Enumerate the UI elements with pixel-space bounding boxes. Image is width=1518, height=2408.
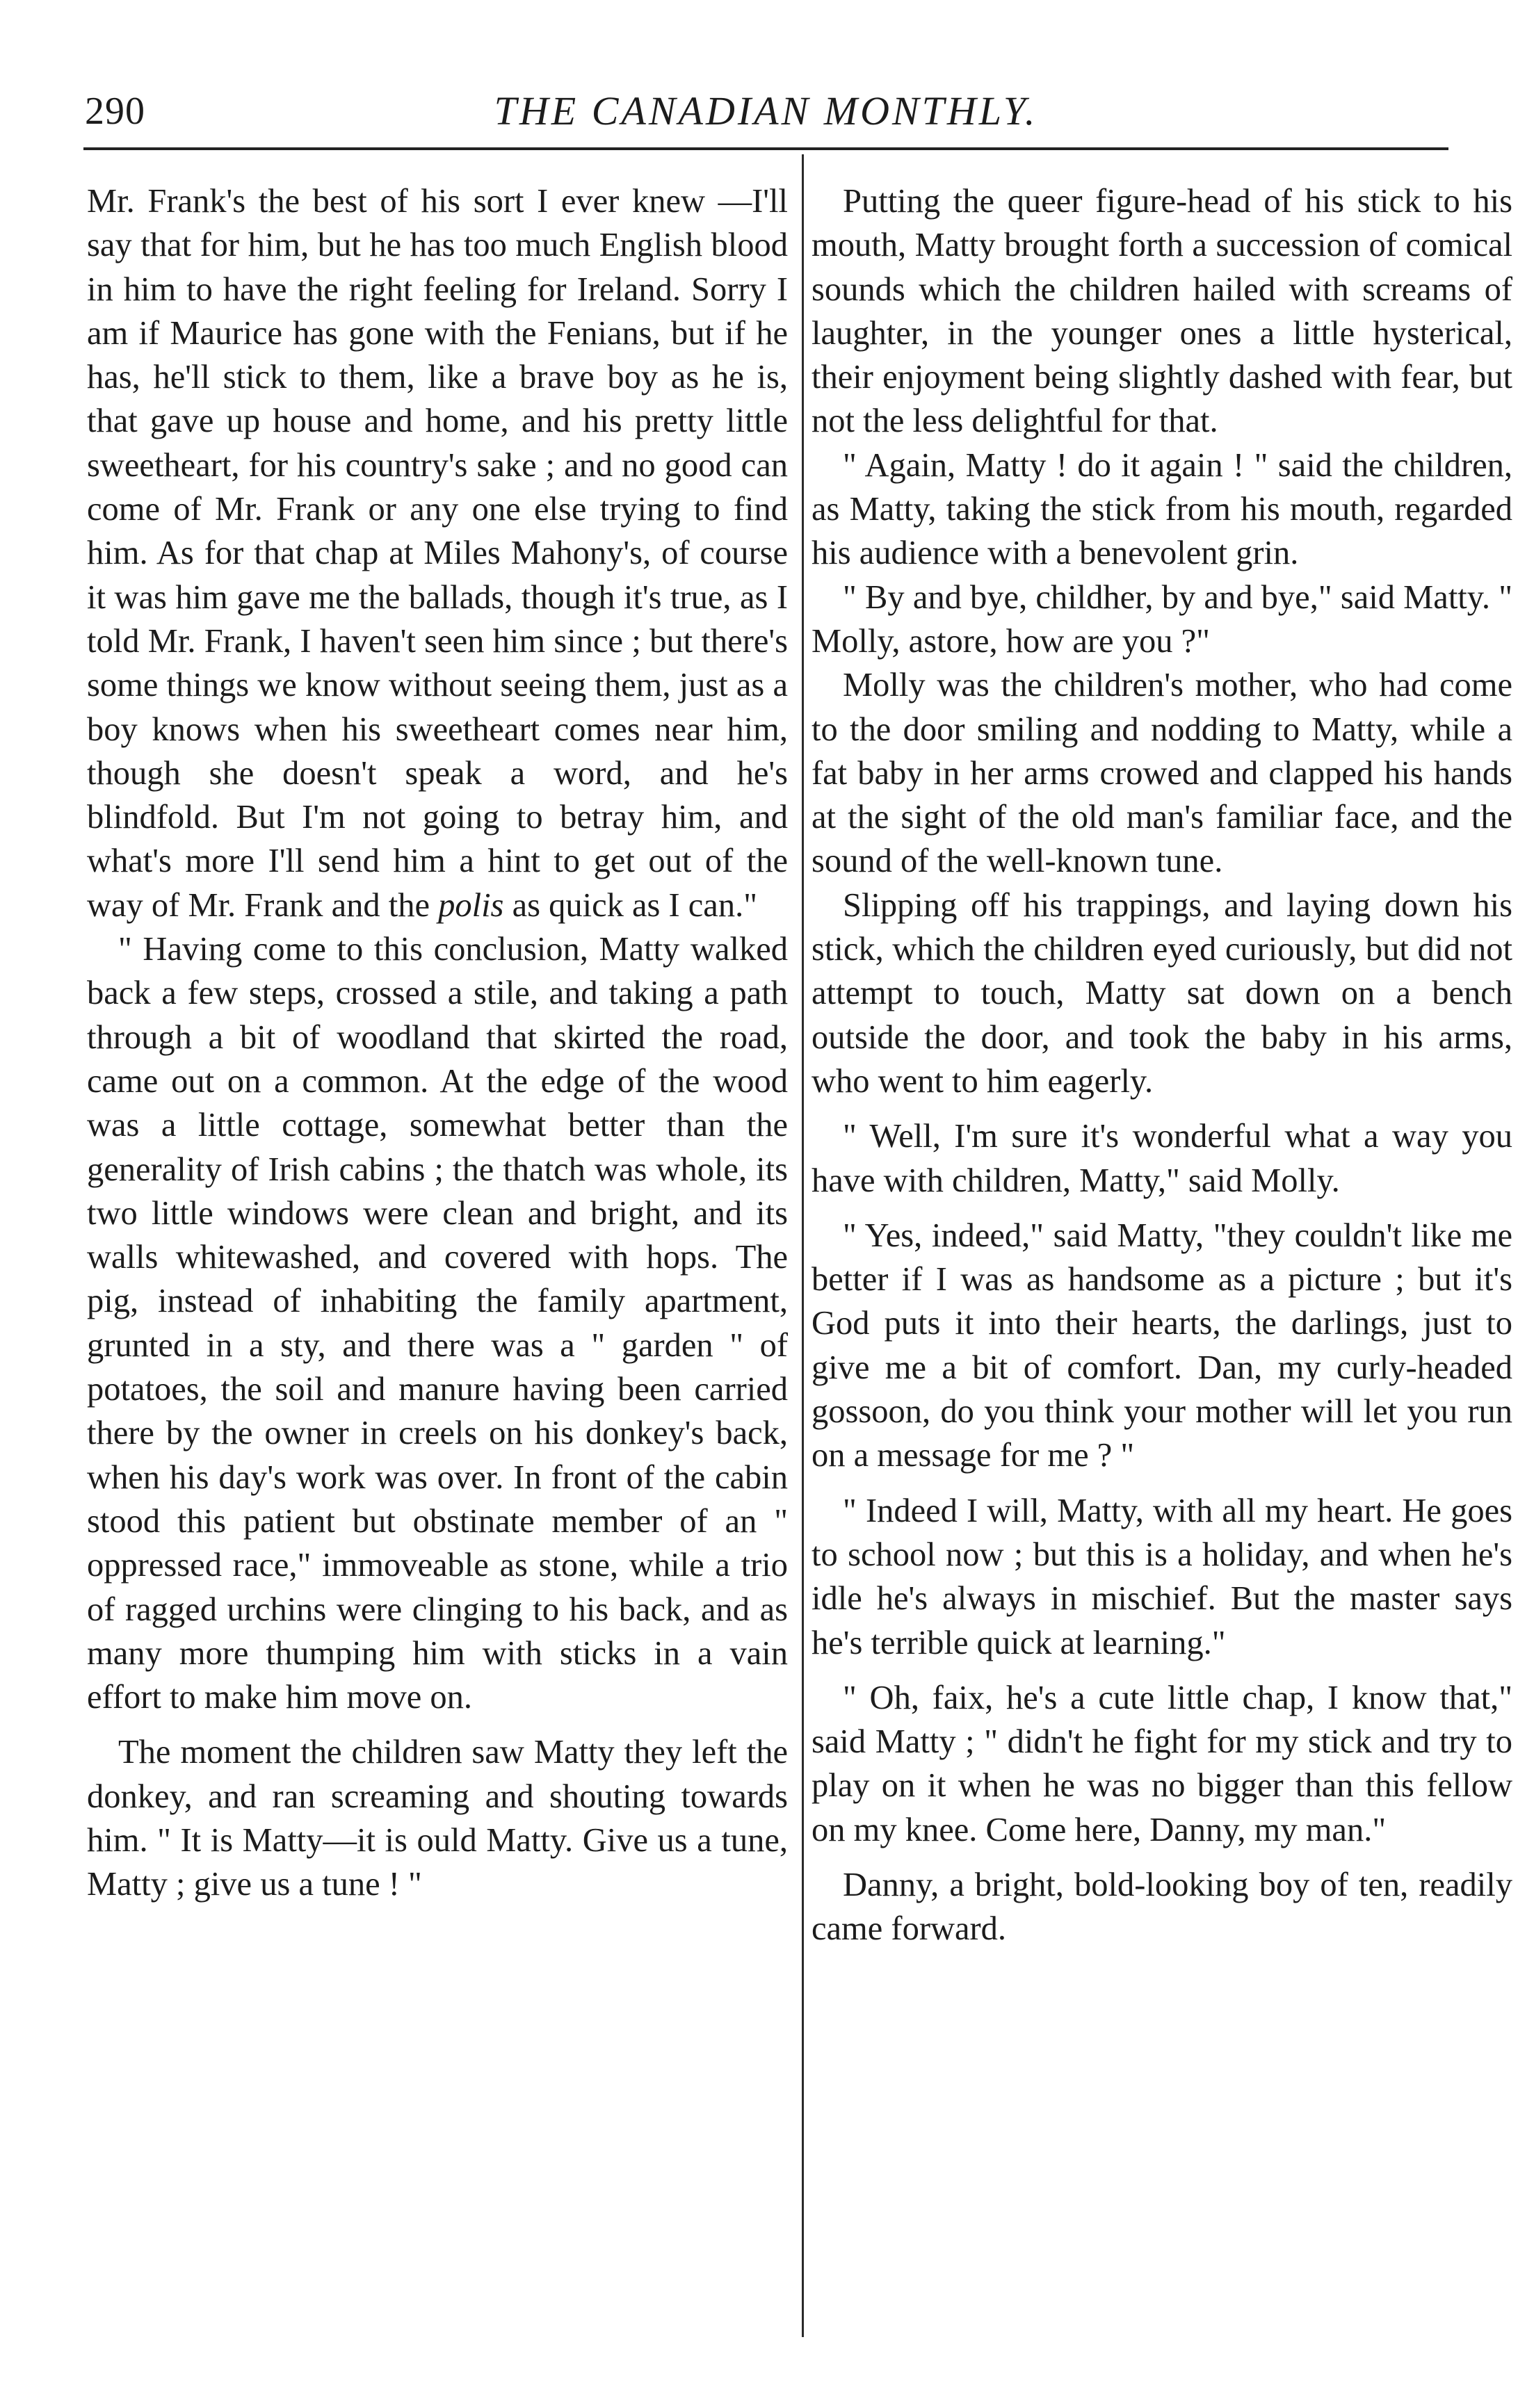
paragraph: " Again, Matty ! do it again ! " said the children, as Matty, taking the stick from his mouth, regarded his audience with a benevolent grin. — [812, 446, 1512, 572]
italic-word: polis — [438, 886, 504, 924]
left-column — [87, 179, 788, 1907]
right-column — [812, 179, 1512, 1951]
paragraph-text: Mr. Frank's the best of his sort I ever knew —I'll say that for him, but he has too much English blood in him to have the right feeling for Ireland. Sorry I am if Maurice has gone with the Fenians, but if he has, he'll stick to them, like a brave boy as he is, that gave up house and home, and his pretty little sweetheart, for his country's sake ; and no good can come of Mr. Frank or any one else trying to find him. As for that chap at Miles Mahony's, of course it was him gave me the ballads, though it's true, as I told Mr. Frank, I haven't seen him since ; but there's some things we know without seeing them, just as a boy knows when his sweetheart comes near him, though she doesn't speak a word, and he's blindfold. But I'm not going to betray him, and what's more I'll send him a hint to get out of the way of Mr. Frank and the — [87, 183, 788, 924]
running-header — [83, 76, 1448, 146]
header-rule — [83, 147, 1448, 150]
paragraph: Slipping off his trappings, and laying down his stick, which the children eyed curiously, but did not attempt to touch, Matty sat down on a bench outside the door, and took the baby in his arms, who went to him eagerly. — [812, 886, 1512, 1100]
paragraph: " Indeed I will, Matty, with all my heart. He goes to school now ; but this is a holiday, and when he's idle he's always in mischief. But the master says he's terrible quick at learning." — [812, 1492, 1512, 1661]
paragraph: " By and bye, childher, by and bye," said Matty. " Molly, astore, how are you ?" — [812, 578, 1512, 660]
paragraph: Danny, a bright, bold-looking boy of ten, readily came forward. — [812, 1866, 1512, 1948]
journal-title: THE CANADIAN MONTHLY. — [494, 88, 1038, 133]
paragraph: " Oh, faix, he's a cute little chap, I know that," said Matty ; " didn't he fight for my stick and try to play on it when he was no bigger than this fellow on my knee. Come here, Danny, my man." — [812, 1679, 1512, 1848]
paragraph: The moment the children saw Matty they left the donkey, and ran screaming and shouting towards him. " It is Matty—it is ould Matty. Give us a tune, Matty ; give us a tune ! " — [87, 1734, 788, 1903]
column-divider — [802, 154, 804, 2337]
paragraph: " Well, I'm sure it's wonderful what a way you have with children, Matty," said Molly. — [812, 1118, 1512, 1199]
paragraph-text: as quick as I can." — [512, 886, 757, 924]
page-number: 290 — [85, 90, 145, 133]
paragraph: " Having come to this conclusion, Matty walked back a few steps, crossed a stile, and taking a path through a bit of woodland that skirted the road, came out on a common. At the edge of the wood was a little cottage, somewhat better than the generality of Irish cabins ; the thatch was whole, its two little windows were clean and bright, and its walls whitewashed, and covered with hops. The pig, instead of inhabiting the family apartment, grunted in a sty, and there was a " garden " of potatoes, the soil and manure having been carried there by the owner in creels on his donkey's back, when his day's work was over. In front of the cabin stood this patient but obstinate member of an " oppressed race," immoveable as stone, while a trio of ragged urchins were clinging to his back, and as many more thumping him with sticks in a vain effort to make him move on. — [87, 931, 788, 1716]
paragraph: Molly was the children's mother, who had come to the door smiling and nodding to Matty, while a fat baby in her arms crowed and clapped his hands at the sight of the old man's familiar face, and the sound of the well-known tune. — [812, 667, 1512, 880]
paragraph — [87, 179, 788, 927]
paragraph: " Yes, indeed," said Matty, "they couldn't like me better if I was as handsome as a picture ; but it's God puts it into their hearts, the darlings, just to give me a bit of comfort. Dan, my curly-headed gossoon, do you think your mother will let you run on a message for me ? " — [812, 1217, 1512, 1474]
paragraph: Putting the queer figure-head of his stick to his mouth, Matty brought forth a succession of comical sounds which the children hailed with screams of laughter, in the younger ones a little hysterical, their enjoyment being slightly dashed with fear, but not the less delightful for that. — [812, 183, 1512, 440]
